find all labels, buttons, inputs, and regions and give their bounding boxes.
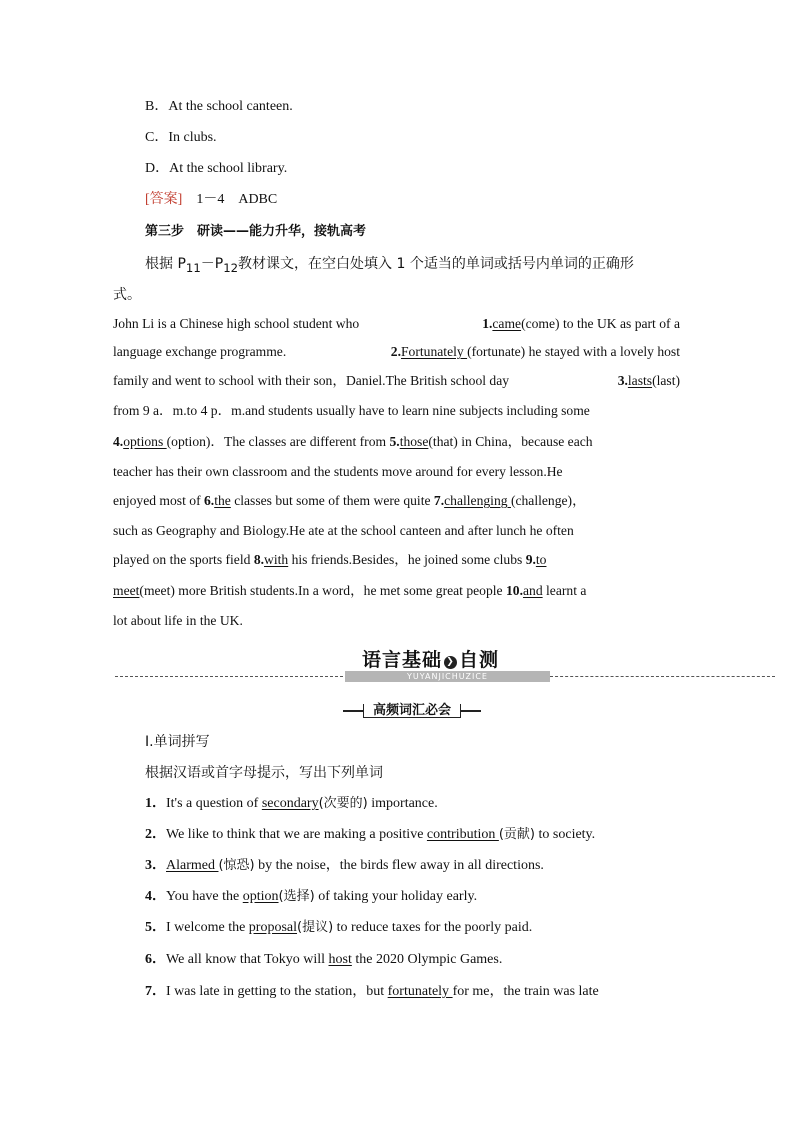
passage-line-6: teacher has their own classroom and the students move around for every lesson.He	[113, 464, 563, 479]
list-item: 6．We all know that Tokyo will host the 2020 Olympic Games.	[145, 952, 503, 967]
passage-line-1: John Li is a Chinese high school student who 1.came(come) to the UK as part of a	[113, 316, 680, 331]
instruction-line1: 根据 $P_{11}-P_{12}$教材课文，在空白处填入 1 个适当的单词或括号内单词的正确形	[145, 256, 634, 275]
blank-7: challenging	[444, 493, 511, 508]
passage-line-7: enjoyed most of 6.the classes but some of them were quite 7.challenging (challenge)，	[113, 493, 586, 508]
answer-line	[145, 190, 277, 210]
answer-text: 1－4 ADBC	[196, 192, 278, 207]
section1-title: Ⅰ.单词拼写	[145, 734, 210, 750]
list-item: 5．I welcome the proposal(提议) to reduce taxes for the poorly paid.	[145, 920, 533, 935]
list-item: 4．You have the option(选择) of taking your holiday early.	[145, 889, 478, 904]
passage-line-5: 4.options (option)．The classes are different from 5.those(that) in China，because each	[113, 434, 593, 449]
list-item: 7．I was late in getting to the station，but fortunately for me，the train was late	[145, 984, 599, 999]
blank-3: lasts	[627, 373, 653, 388]
option-b: B．At the school canteen.	[145, 99, 293, 114]
section-banner: 语言基础 ❯ 自测 YUYANJICHUZICE	[345, 645, 550, 685]
passage-line-11: lot about life in the UK.	[113, 613, 243, 628]
blank-10: and	[522, 583, 543, 598]
passage-line-4: from 9 a．m.to 4 p．m.and students usually have to learn nine subjects including some	[113, 403, 590, 418]
banner-subtitle: YUYANJICHUZICE	[345, 671, 550, 682]
instruction-line2: 式。	[113, 287, 141, 303]
passage-line-10: meet(meet) more British students.In a word，he met some great people 10.and learnt a	[113, 583, 587, 598]
list-item: 3．Alarmed (惊恐) by the noise，the birds flew away in all directions.	[145, 858, 544, 873]
list-item: 1．It's a question of secondary(次要的) importance.	[145, 796, 438, 811]
blank-4: options	[123, 434, 167, 449]
blank-1: came	[492, 316, 522, 331]
subheading: 高频词汇必会	[343, 700, 481, 722]
step3-title: 第三步 研读——能力升华，接轨高考	[145, 224, 367, 239]
divider-right	[550, 676, 775, 677]
option-d: D．At the school library.	[145, 161, 288, 176]
list-item: 2．We like to think that we are making a positive contribution (贡献) to society.	[145, 827, 596, 842]
section1-instruction: 根据汉语或首字母提示，写出下列单词	[145, 765, 383, 781]
arrow-circle-icon: ❯	[444, 656, 457, 669]
blank-9-cont: meet	[113, 583, 140, 598]
blank-6: the	[214, 493, 231, 508]
blank-5: those	[399, 434, 429, 449]
blank-9: to	[535, 552, 547, 567]
option-c: C．In clubs.	[145, 130, 217, 145]
answer-label: [答案]	[145, 192, 183, 207]
passage-line-9: played on the sports field 8.with his friends.Besides，he joined some clubs 9.to	[113, 552, 547, 567]
passage-line-3: family and went to school with their son，Daniel.The British school day 3.lasts(last)	[113, 373, 680, 388]
blank-8: with	[264, 552, 289, 567]
passage-line-2: language exchange programme. 2.Fortunately (fortunate) he stayed with a lovely host	[113, 344, 680, 359]
passage-line-8: such as Geography and Biology.He ate at the school canteen and after lunch he often	[113, 523, 574, 538]
divider-left	[115, 676, 358, 677]
blank-2: Fortunately	[401, 344, 468, 359]
